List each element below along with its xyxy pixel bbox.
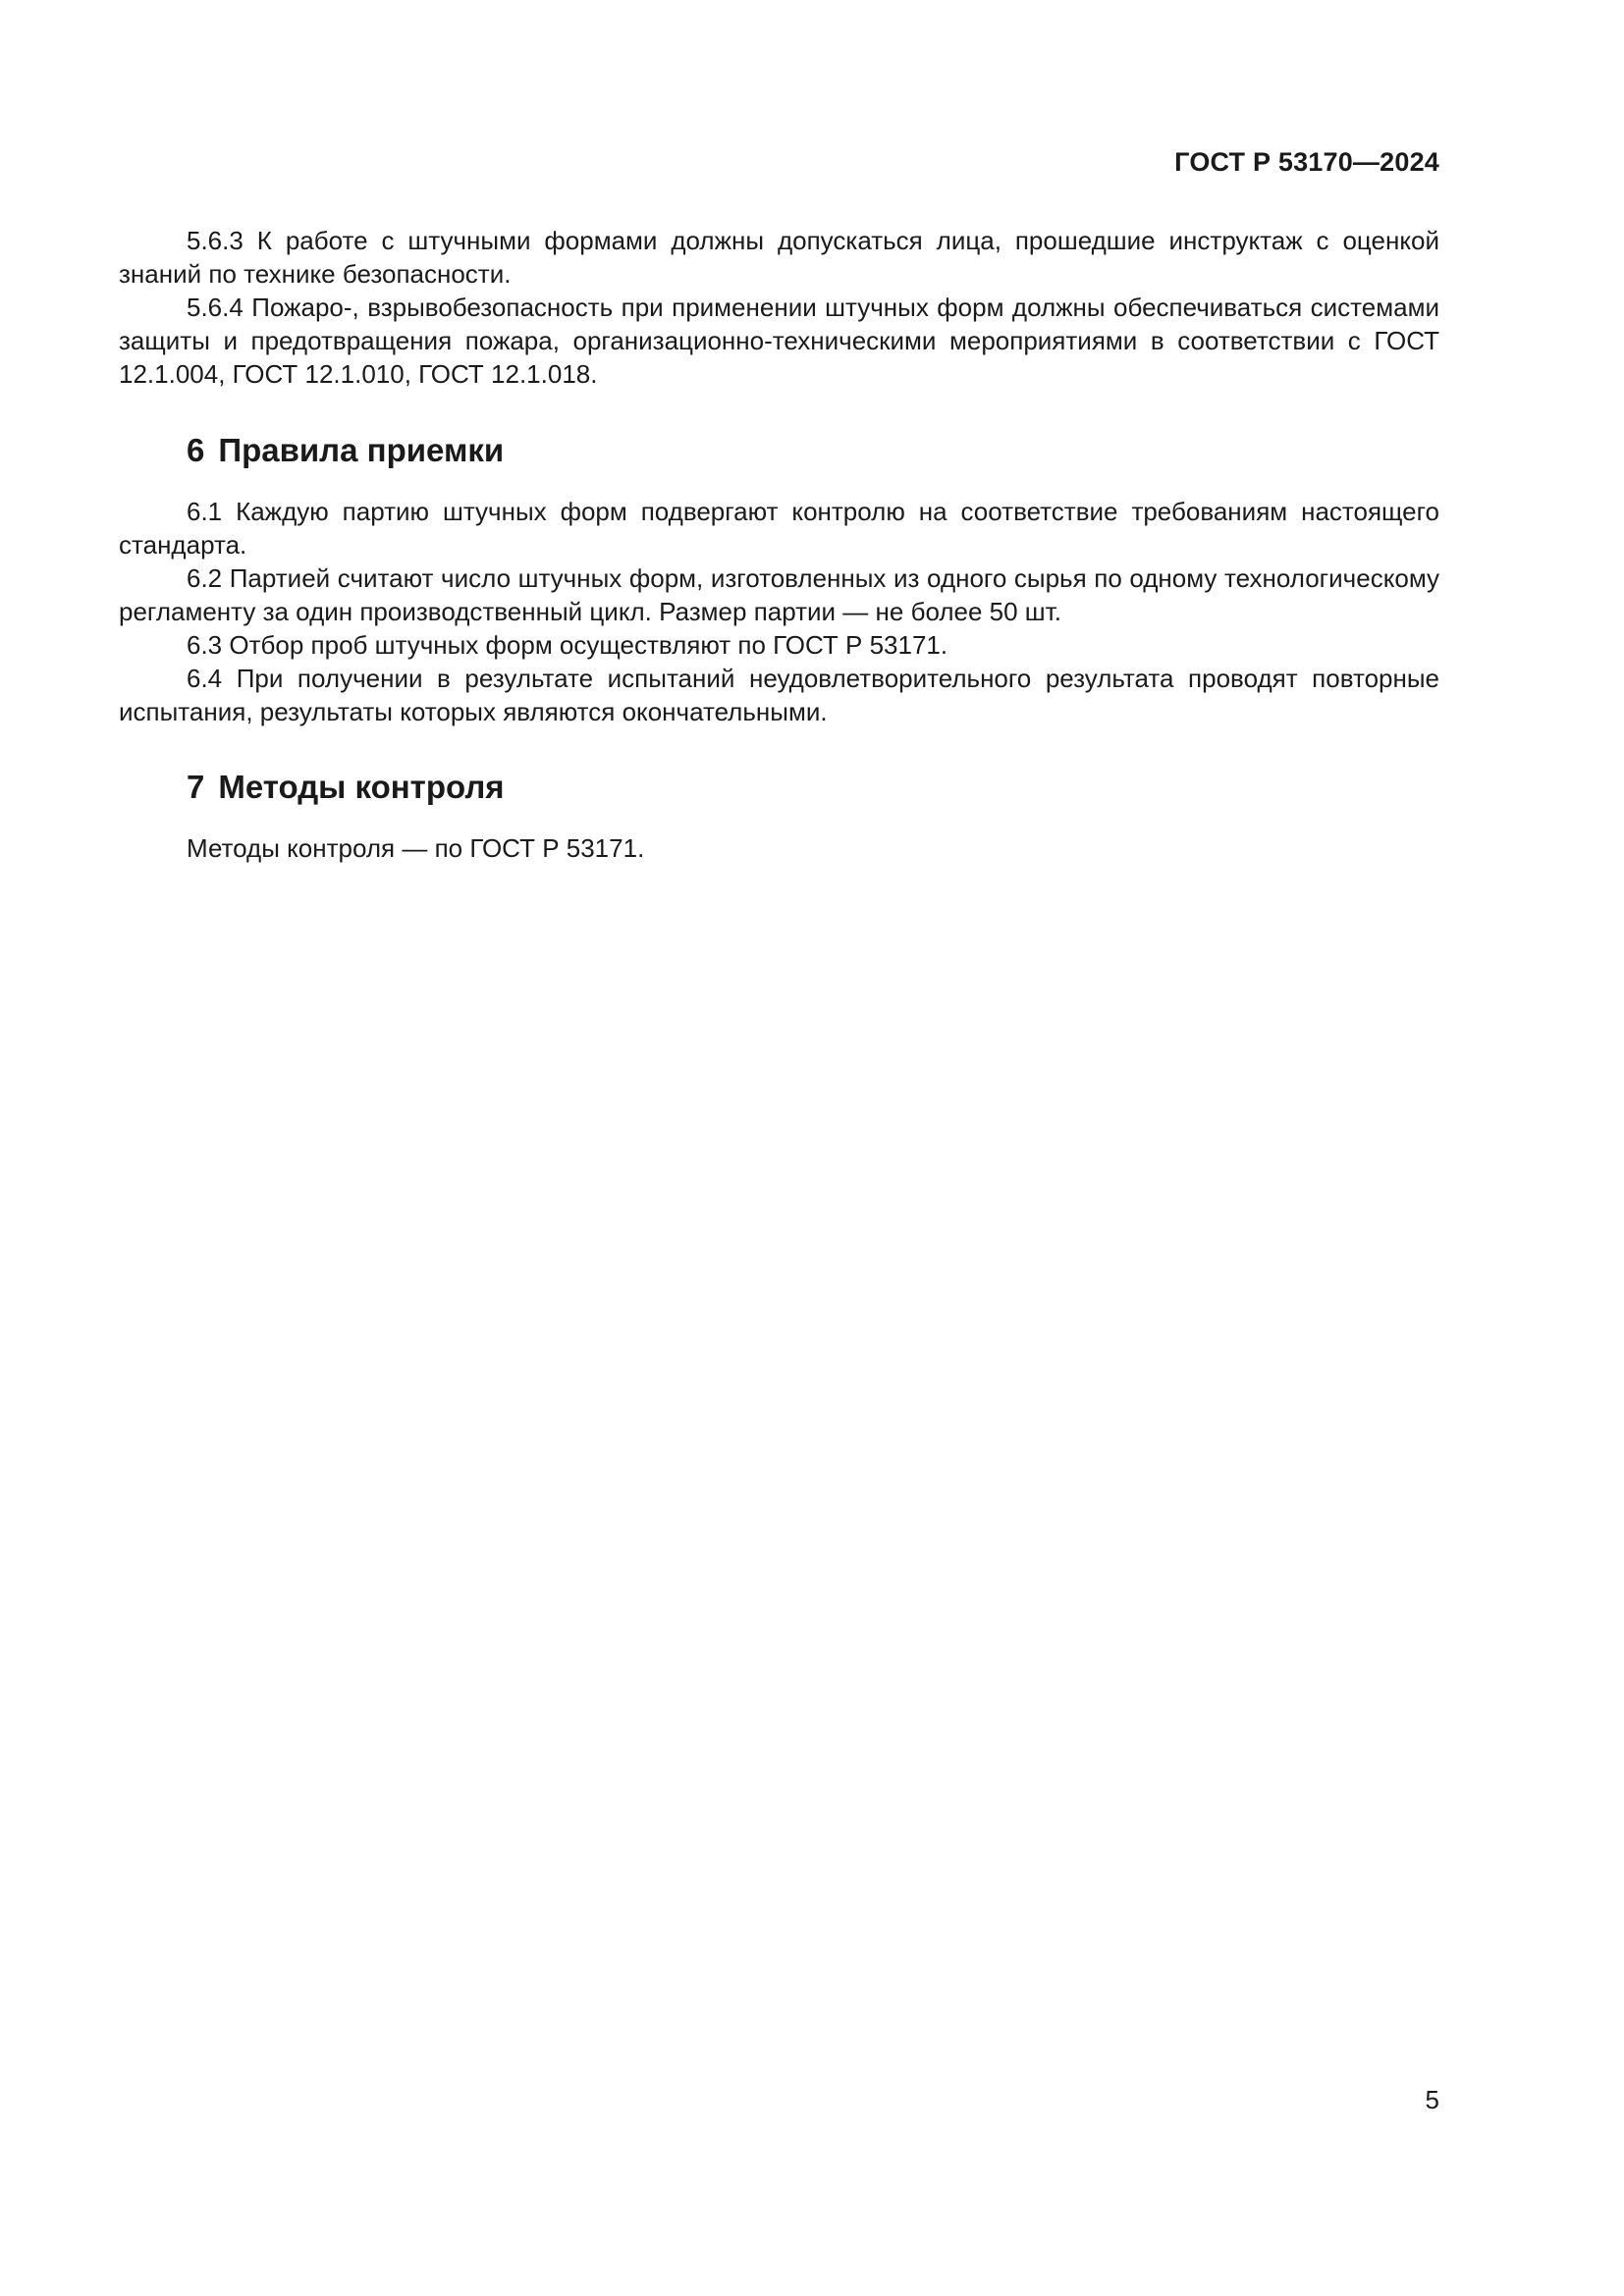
section-7-heading xyxy=(119,768,1439,807)
section-6-heading xyxy=(119,431,1439,470)
section-7 xyxy=(119,768,1439,807)
clause-6-2: 6.2 Партией считают число штучных форм, изготовленных из одного сырья по одному технологическому регламенту за один производственный цикл. Размер партии — не более 50 шт. xyxy=(119,563,1439,626)
methods-reference: Методы контроля — по ГОСТ Р 53171. xyxy=(187,833,645,863)
section-6-title: Правила приемки xyxy=(218,432,505,468)
page-number: 5 xyxy=(1425,2085,1439,2114)
clause-6-3: 6.3 Отбор проб штучных форм осуществляют по ГОСТ Р 53171. xyxy=(187,630,948,660)
section-7-body xyxy=(119,831,1439,865)
clause-5-6-3: 5.6.3 К работе с штучными формами должны допускаться лица, прошедшие инструктаж с оценкой знаний по технике безопасности. xyxy=(119,226,1439,289)
section-7-title: Методы контроля xyxy=(218,769,505,805)
section-7-number: 7 xyxy=(187,769,205,805)
clause-5-6-4: 5.6.4 Пожаро-, взрывобезопасность при применении штучных форм должны обеспечиваться системами защиты и предотвращения пожара, организационно-техническими мероприятиями в соответствии с ГОСТ 12.1.004, ГОСТ 12.1.010, ГОСТ 12.1.018. xyxy=(119,293,1439,389)
section-6-number: 6 xyxy=(187,432,205,468)
section-6 xyxy=(119,431,1439,470)
clause-6-1: 6.1 Каждую партию штучных форм подвергают контролю на соответствие требованиям настоящего стандарта. xyxy=(119,497,1439,560)
section-6-body xyxy=(119,495,1439,728)
clause-6-4: 6.4 При получении в результате испытаний неудовлетворительного результата проводят повторные испытания, результаты которых являются окончательными. xyxy=(119,664,1439,726)
clauses-5-6 xyxy=(119,224,1439,391)
document-code-header: ГОСТ Р 53170—2024 xyxy=(1174,147,1439,177)
